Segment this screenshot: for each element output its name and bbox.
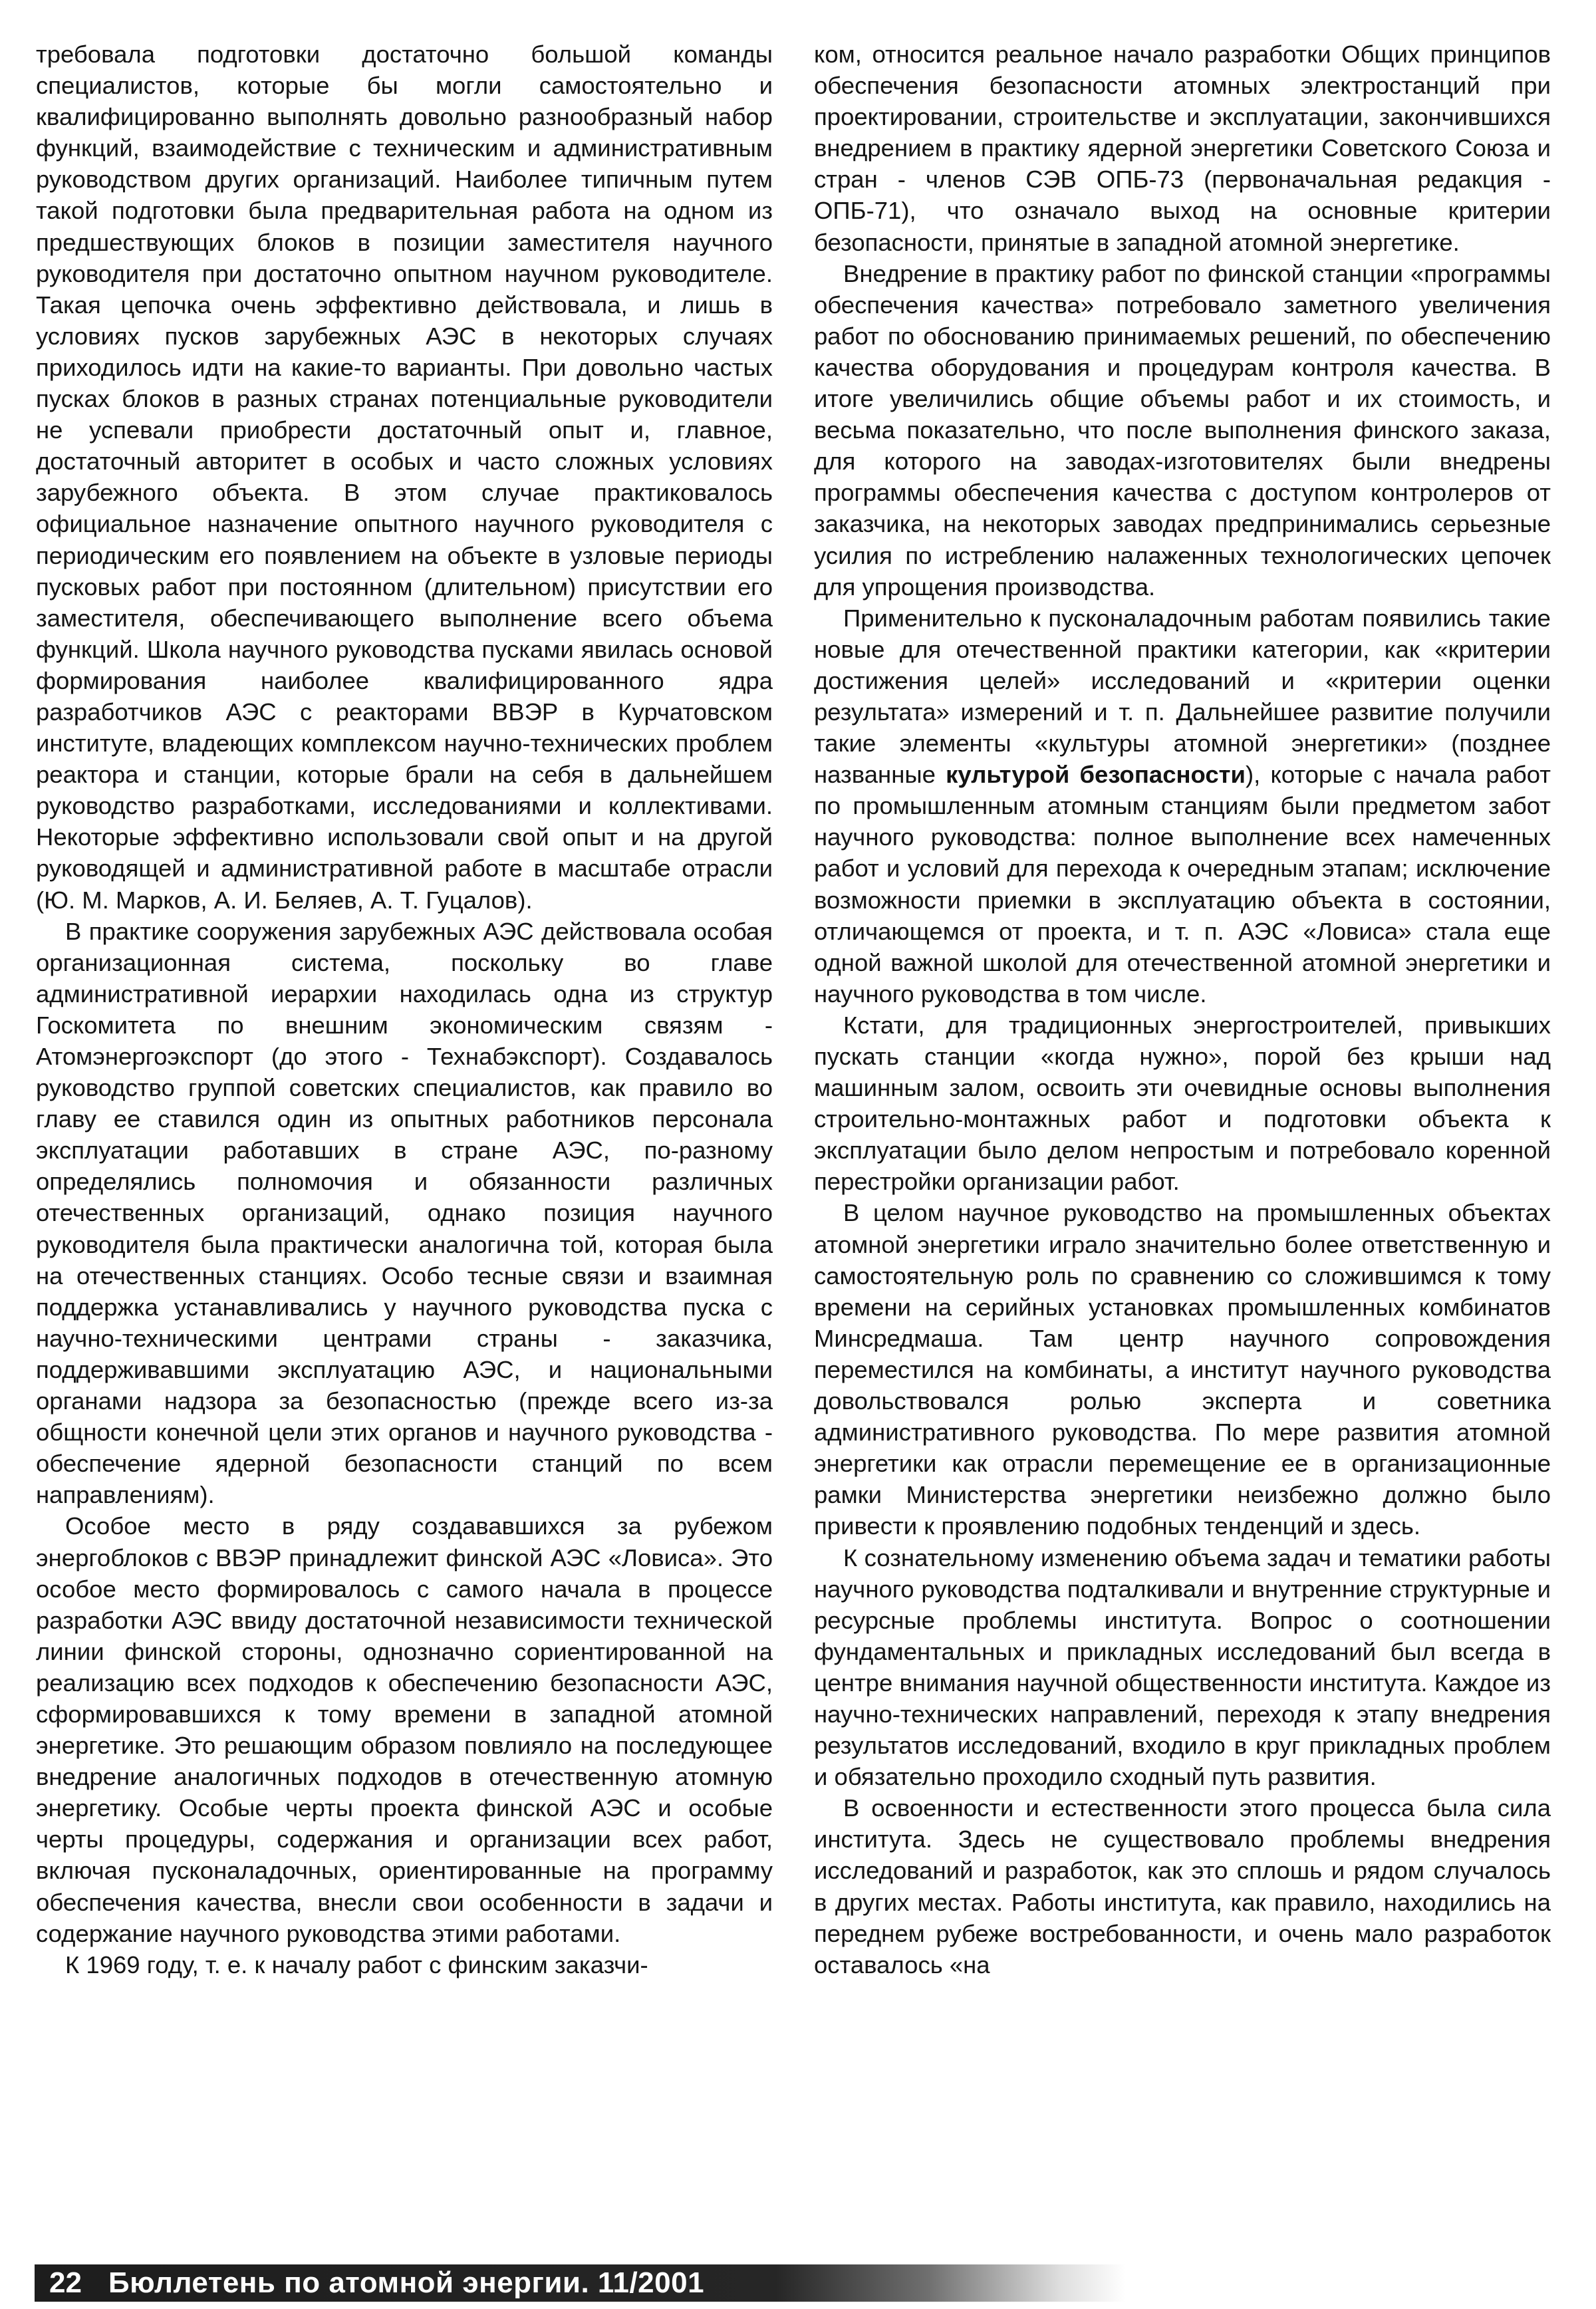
page-number: 22 bbox=[49, 2266, 82, 2299]
left-column bbox=[36, 39, 773, 2233]
paragraph: ком, относится реальное начало разработки Общих принципов обеспечения безопасности атомных электростанций при проектировании, строительстве и эксплуатации, закончившихся внедрением в практику ядерной энергетики Советского Союза и стран - членов СЭВ ОПБ-73 (первоначальная редакция - ОПБ-71), что означало выход на основные критерии безопасности, принятые в западной атомной энергетике. bbox=[814, 41, 1551, 256]
paragraph bbox=[814, 603, 1551, 1010]
paragraph: Кстати, для традиционных энергостроителей, привыкших пускать станции «когда нужно», порой без крыши над машинным залом, освоить эти очевидные основы выполнения строительно-монтажных работ и подготовки объекта к эксплуатации было делом непростым и потребовало коренной перестройки организации работ. bbox=[814, 1011, 1551, 1196]
paragraph-text: Применительно к пусконаладочным работам появились такие новые для отечественной практики категории, как «критерии достижения целей» исследований и «критерии оценки результата» измерений и т. п. Дальнейшее развитие получили такие элементы «культуры атомной энергетики» (позднее названные bbox=[814, 604, 1551, 789]
paragraph: В освоенности и естественности этого процесса была сила института. Здесь не существовало проблемы внедрения исследований и разработок, как это сплошь и рядом случалось в других местах. Работы института, как правило, находились на переднем рубеже востребованности, и очень мало разработок оставалось «на bbox=[814, 1794, 1551, 1978]
paragraph: К 1969 году, т. е. к началу работ с финским заказчи- bbox=[65, 1951, 648, 1978]
paragraph: Внедрение в практику работ по финской станции «программы обеспечения качества» потребовало заметного увеличения работ по обоснованию принимаемых решений, по обеспечению качества оборудования и процедурам контроля качества. В итоге увеличились общие объемы работ и их стоимость, и весьма показательно, что после выполнения финского заказа, для которого на заводах-изготовителях были внедрены программы обеспечения качества с доступом контролеров от заказчика, на некоторых заводах предпринимались серьезные усилия по истреблению налаженных технологических цепочек для упрощения производства. bbox=[814, 259, 1551, 601]
paragraph-text: ), которые с начала работ по промышленным атомным станциям были предметом забот научного руководства: полное выполнение всех намеченных работ и условий для перехода к очередным этапам; исключение возможности приемки в эксплуатацию объекта в состоянии, отличающемся от проекта, и т. п. АЭС «Ловиса» стала еще одной важной школой для отечественной атомной энергетики и научного руководства в том числе. bbox=[814, 761, 1551, 1008]
paragraph: В практике сооружения зарубежных АЭС действовала особая организационная система, поскольку во главе административной иерархии находилась одна из структур Госкомитета по внешним экономическим связям - Атомэнергоэкспорт (до этого - Технабэкспорт). Создавалось руководство группой советских специалистов, как правило во главу ее ставился один из опытных работников персонала эксплуатации работавших в стране АЭС, по-разному определялись полномочия и обязанности различных отечественных организаций, однако позиция научного руководителя была практически аналогична той, которая была на отечественных станциях. Особо тесные связи и взаимная поддержка устанавливались у научного руководства пуска с научно-техническими центрами страны - заказчика, поддерживавшими эксплуатацию АЭС, и национальными органами надзора за безопасностью (прежде всего из-за общности конечной цели этих органов и научного руководства - обеспечение ядерной безопасности станций по всем направлениям). bbox=[36, 917, 773, 1509]
bold-term: культурой безопасности bbox=[946, 761, 1246, 789]
page-footer bbox=[35, 2264, 1125, 2302]
paragraph: Особое место в ряду создававшихся за рубежом энергоблоков с ВВЭР принадлежит финской АЭС «Ловиса». Это особое место формировалось с самого начала в процессе разработки АЭС ввиду достаточной независимости технической линии финской стороны, однозначно сориентированной на реализацию всех подходов к обеспечению безопасности АЭС, сформировавшихся к тому времени в западной атомной энергетике. Это решающим образом повлияло на последующее внедрение аналогичных подходов в отечественную атомную энергетику. Особые черты проекта финской АЭС и особые черты процедуры, содержания и организации всех работ, включая пусконаладочных, ориентированные на программу обеспечения качества, внесли свои особенности в задачи и содержание научного руководства этими работами. bbox=[36, 1512, 773, 1947]
paragraph: К сознательному изменению объема задач и тематики работы научного руководства подталкивали и внутренние структурные и ресурсные проблемы института. Вопрос о соотношении фундаментальных и прикладных исследований был всегда в центре внимания научной общественности института. Каждое из научно-технических направлений, переходя к этапу внедрения результатов исследований, входило в круг прикладных проблем и обязательно проходило сходный путь развития. bbox=[814, 1544, 1551, 1791]
journal-title: Бюллетень по атомной энергии. 11/2001 bbox=[108, 2266, 705, 2299]
paragraph: требовала подготовки достаточно большой команды специалистов, которые бы могли самостоятельно и квалифицированно выполнять довольно разнообразный набор функций, взаимодействие с техническим и административным руководством других организаций. Наиболее типичным путем такой подготовки была предварительная работа на одном из предшествующих блоков в позиции заместителя научного руководителя при достаточно опытном научном руководителе. Такая цепочка очень эффективно действовала, и лишь в условиях пусков зарубежных АЭС в некоторых случаях приходилось идти на какие-то варианты. При довольно частых пусках блоков в разных странах потенциальные руководители не успевали приобрести достаточный опыт и, главное, достаточный авторитет в особых и часто сложных условиях зарубежного объекта. В этом случае практиковалось официальное назначение опытного научного руководителя с периодическим его появлением на объекте в узловые периоды пусковых работ при постоянном (длительном) присутствии его заместителя, обеспечивающего выполнение всего объема функций. Школа научного руководства пусками явилась основой формирования наиболее квалифицированного ядра разработчиков АЭС с реакторами ВВЭР в Курчатовском институте, владеющих комплексом научно-технических проблем реактора и станции, которые брали на себя в дальнейшем руководство разработками, исследованиями и коллективами. Некоторые эффективно использовали свой опыт и на другой руководящей и административной работе в масштабе отрасли (Ю. М. Марков, А. И. Беляев, А. Т. Гуцалов). bbox=[36, 41, 773, 914]
right-column bbox=[814, 39, 1551, 2233]
paragraph: В целом научное руководство на промышленных объектах атомной энергетики играло значительно более ответственную и самостоятельную роль по сравнению со сложившимся к тому времени на серийных установках промышленных комбинатов Минсредмаша. Там центр научного сопровождения переместился на комбинаты, а институт научного руководства довольствовался ролью эксперта и советника административного руководства. По мере развития атомной энергетики как отрасли перемещение ее в организационные рамки Министерства энергетики неизбежно должно было привести к проявлению подобных тенденций и здесь. bbox=[814, 1199, 1551, 1540]
